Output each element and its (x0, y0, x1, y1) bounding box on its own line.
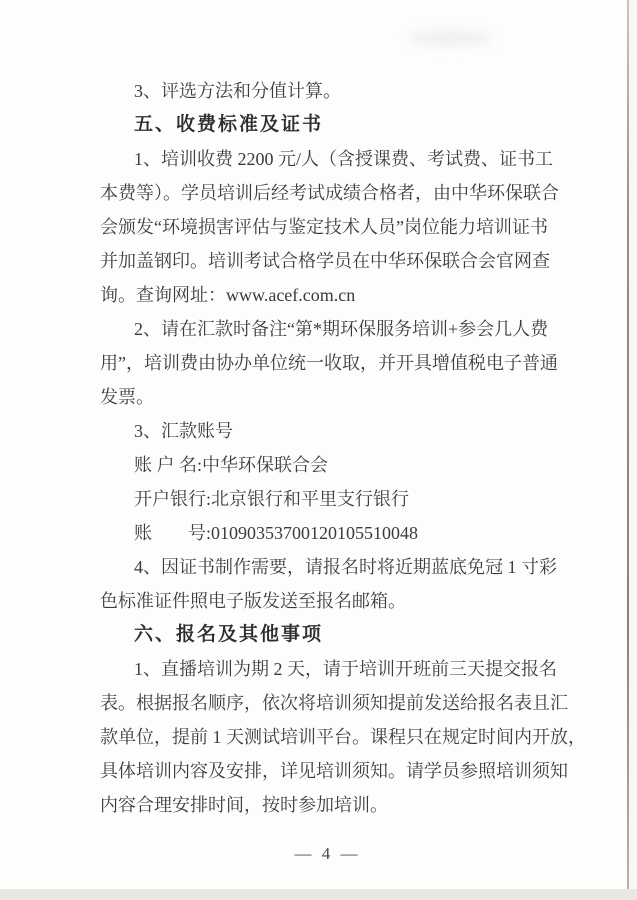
text-line: 款单位，提前 1 天测试培训平台。课程只在规定时间内开放， (100, 727, 586, 747)
text-line: 具体培训内容及安排，详见培训须知。请学员参照培训须知 (100, 761, 568, 781)
text-line: 并加盖钢印。培训考试合格学员在中华环保联合会官网查 (100, 251, 550, 271)
text-line: 发票。 (100, 387, 154, 407)
text-line-photo-requirement: 4、因证书制作需要，请报名时将近期蓝底免冠 1 寸彩 (134, 557, 557, 577)
text-line-fee-amount: 1、培训收费 2200 元/人（含授课费、考试费、证书工 (134, 149, 553, 169)
text-line: 本费等）。学员培训后经考试成绩合格者，由中华环保联合 (100, 183, 559, 203)
text-line-remit-account-title: 3、汇款账号 (134, 421, 233, 441)
section-heading-registration: 六、报名及其他事项 (134, 624, 324, 645)
text-line-account-number: 账 号:01090353700120105510048 (134, 523, 419, 543)
text-line-certificate-name: 会颁发“环境损害评估与鉴定技术人员”岗位能力培训证书 (100, 217, 548, 237)
text-line: 表。根据报名顺序，依次将培训须知提前发送给报名表且汇 (100, 693, 568, 713)
section-heading-fees: 五、收费标准及证书 (134, 114, 324, 135)
document-text-block (100, 74, 586, 871)
scan-right-edge-strip (629, 0, 637, 900)
text-line-account-name: 账 户 名:中华环保联合会 (134, 455, 328, 475)
text-line-item3-methods: 3、评选方法和分值计算。 (134, 81, 341, 101)
text-line: 用”，培训费由协办单位统一收取，并开具增值税电子普通 (100, 353, 558, 373)
text-line-website-url: 询。查询网址：www.acef.com.cn (100, 285, 356, 305)
text-line-remit-note: 2、请在汇款时备注“第*期环保服务培训+参会几人费 (134, 319, 549, 339)
text-line-training-duration: 1、直播培训为期 2 天，请于培训开班前三天提交报名 (134, 659, 557, 679)
text-line: 色标准证件照电子版发送至报名邮箱。 (100, 591, 406, 611)
text-line: 内容合理安排时间，按时参加培训。 (100, 795, 388, 815)
scan-bottom-edge-band (0, 889, 637, 900)
text-line-bank-name: 开户银行:北京银行和平里支行银行 (134, 489, 409, 509)
page-number: — 4 — (294, 844, 361, 863)
scan-smudge-artifact (408, 30, 493, 46)
